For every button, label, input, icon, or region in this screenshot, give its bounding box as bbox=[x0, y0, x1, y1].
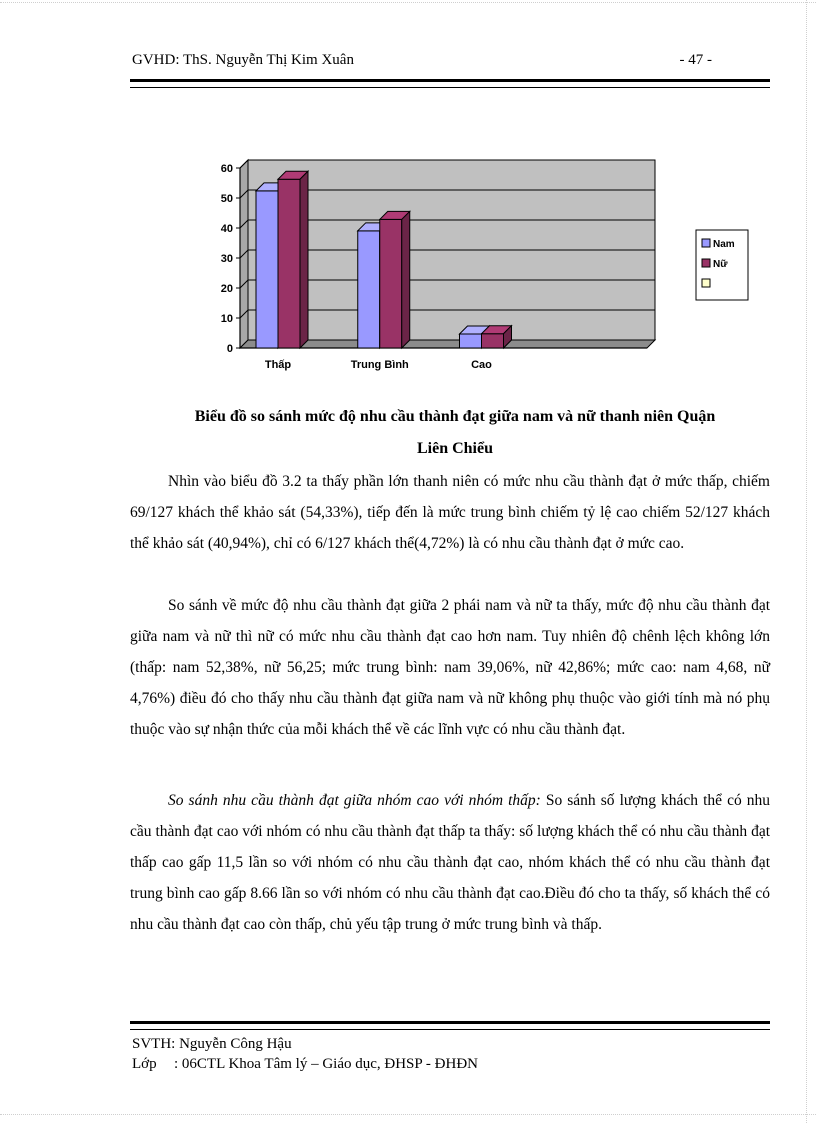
chart-svg bbox=[210, 150, 770, 385]
bar-chart bbox=[210, 150, 770, 385]
bar-nam-0 bbox=[256, 191, 278, 348]
page-number: - 47 - bbox=[679, 52, 712, 68]
y-tick-label: 20 bbox=[220, 283, 233, 295]
legend-label-nam: Nam bbox=[713, 239, 735, 250]
paragraph-3-lead: So sánh nhu cầu thành đạt giữa nhóm cao với nhóm thấp: bbox=[168, 792, 541, 809]
bar-nam-1 bbox=[358, 231, 380, 348]
y-tick-label: 10 bbox=[220, 313, 233, 325]
legend-swatch-nam bbox=[702, 239, 710, 247]
bar-side-nữ-1 bbox=[402, 211, 410, 348]
header-advisor: GVHD: ThS. Nguyễn Thị Kim Xuân bbox=[132, 52, 354, 68]
legend-swatch-blank bbox=[702, 279, 710, 287]
legend-label-nữ: Nữ bbox=[713, 259, 728, 270]
y-tick-label: 30 bbox=[220, 253, 233, 265]
footer-class-text: : 06CTL Khoa Tâm lý – Giáo dục, ĐHSP - ĐHĐN bbox=[174, 1056, 478, 1072]
footer-student: SVTH: Nguyễn Công Hậu bbox=[132, 1036, 292, 1052]
chart-caption-line2: Liên Chiểu bbox=[416, 440, 493, 457]
bar-nam-2 bbox=[460, 334, 482, 348]
page-header bbox=[132, 52, 712, 76]
y-tick-label: 50 bbox=[220, 193, 233, 205]
y-tick-label: 0 bbox=[226, 343, 233, 355]
footer-class-label: Lớp bbox=[132, 1056, 157, 1072]
paragraph-1-text: Nhìn vào biểu đồ 3.2 ta thấy phần lớn thanh niên có mức nhu cầu thành đạt ở mức thấp, chiếm 69/127 khách thể khảo sát (54,33%), tiếp đến là mức trung bình chiếm tỷ lệ cao chiếm 52/127 khách thể khảo sát (40,94%), chỉ có 6/127 khách thể(4,72%) là có nhu cầu thành đạt ở mức cao. bbox=[130, 473, 770, 552]
bar-nữ-0 bbox=[278, 179, 300, 348]
chart-caption-line1: Biểu đồ so sánh mức độ nhu cầu thành đạt giữa nam và nữ thanh niên Quận bbox=[194, 408, 716, 425]
paragraph-2-text: So sánh về mức độ nhu cầu thành đạt giữa 2 phái nam và nữ ta thấy, mức độ nhu cầu thành đạt giữa nam và nữ thì nữ có mức nhu cầu thành đạt cao hơn nam. Tuy nhiên độ chênh lệch không lớn (thấp: nam 52,38%, nữ 56,25; mức trung bình: nam 39,06%, nữ 42,86%; mức cao: nam 4,68, nữ 4,76%) điều đó cho thấy nhu cầu thành đạt giữa nam và nữ không phụ thuộc vào giới tính mà nó phụ thuộc vào sự nhận thức của mỗi khách thể về các lĩnh vực có nhu cầu thành đạt. bbox=[130, 597, 770, 738]
y-tick-label: 40 bbox=[220, 223, 233, 235]
paragraph-1 bbox=[130, 466, 770, 559]
header-rule bbox=[130, 79, 770, 88]
bar-nữ-1 bbox=[380, 219, 402, 348]
page-border-bottom bbox=[0, 1114, 816, 1115]
paragraph-3 bbox=[130, 785, 770, 940]
bar-nữ-2 bbox=[482, 334, 504, 348]
y-tick-label: 60 bbox=[220, 163, 233, 175]
page-border-top bbox=[0, 2, 816, 3]
legend-swatch-nữ bbox=[702, 259, 710, 267]
x-tick-label: Cao bbox=[471, 359, 492, 371]
bar-side-nữ-0 bbox=[300, 171, 308, 348]
paragraph-2 bbox=[130, 590, 770, 745]
paragraph-3-text: So sánh số lượng khách thể có nhu cầu thành đạt cao với nhóm có nhu cầu thành đạt thấp ta thấy: số lượng khách thể có nhu cầu thành đạt thấp cao gấp 11,5 lần so với nhóm có nhu cầu thành đạt cao, nhóm khách thể có nhu cầu thành đạt trung bình cao gấp 8.66 lần so với nhóm có nhu cầu thành đạt cao.Điều đó cho ta thấy, số khách thể có nhu cầu thành đạt cao còn thấp, chủ yếu tập trung ở mức trung bình và thấp. bbox=[130, 792, 770, 933]
footer-class bbox=[132, 1056, 478, 1073]
x-tick-label: Thấp bbox=[264, 359, 292, 371]
page-border-right bbox=[806, 0, 807, 1123]
x-tick-label: Trung Bình bbox=[350, 359, 409, 371]
footer-rule bbox=[130, 1021, 770, 1030]
